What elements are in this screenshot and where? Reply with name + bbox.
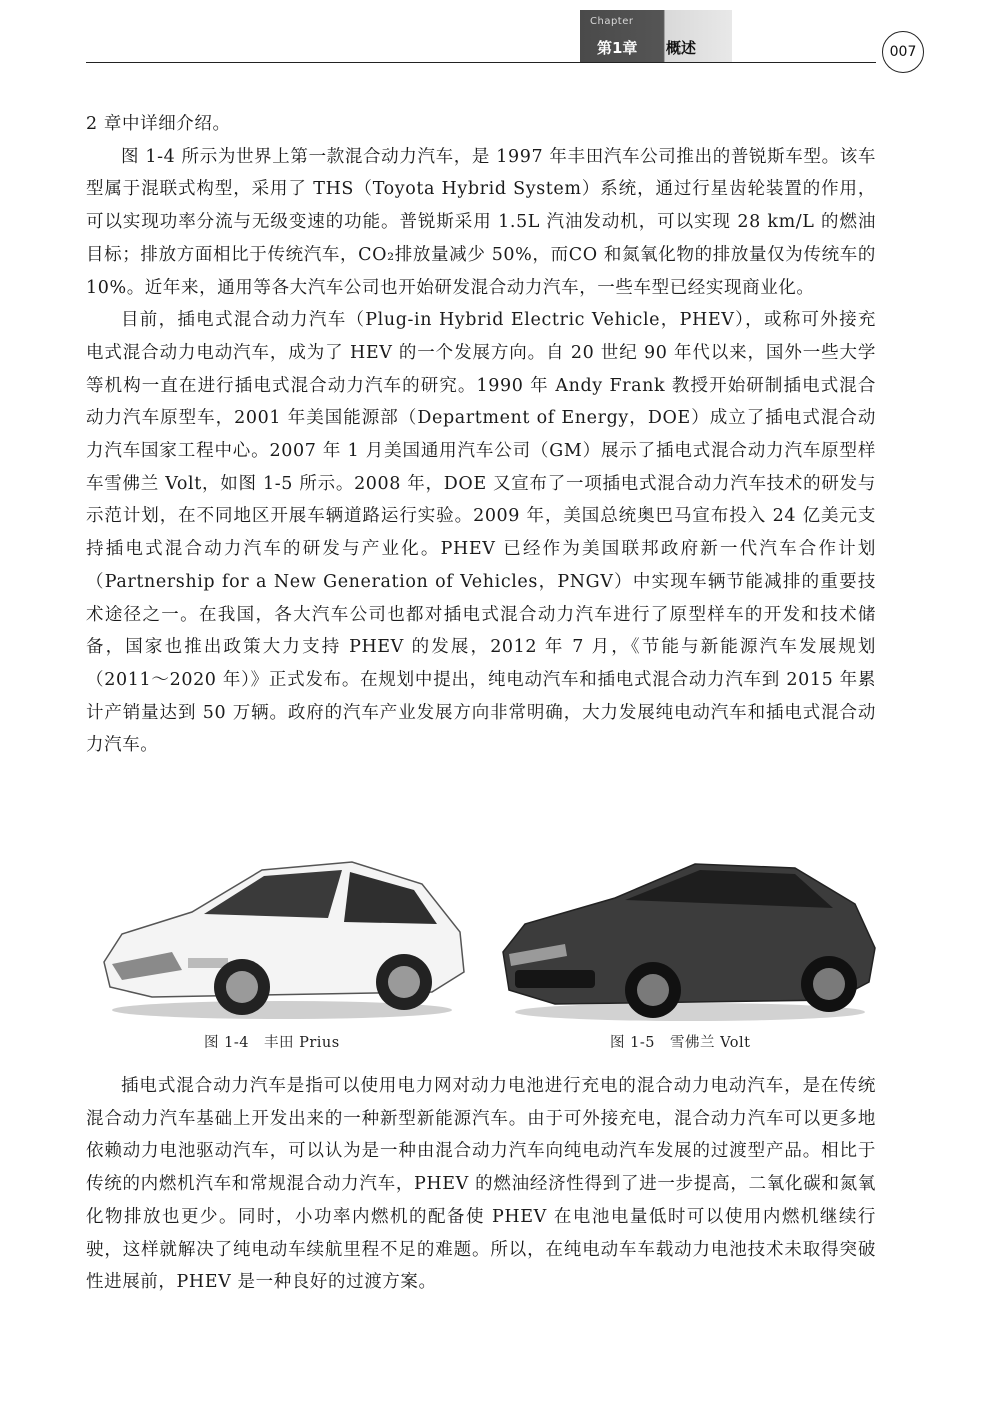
- figure-volt-image: [495, 852, 880, 1024]
- paragraph-phev-definition: 插电式混合动力汽车是指可以使用电力网对动力电池进行充电的混合动力电动汽车，是在传统混合动力汽车基础上开发出来的一种新型新能源汽车。由于可外接充电，混合动力汽车可以更多地依赖动力电池驱动汽车，可以认为是一种由混合动力汽车向纯电动汽车发展的过渡型产品。相比于传统的内燃机汽车和常规混合动力汽车，PHEV 的燃油经济性得到了进一步提高，二氧化碳和氮氧化物排放也更少。同时，小功率内燃机的配备使 PHEV 在电池电量低时可以使用内燃机继续行驶，这样就解决了纯电动车续航里程不足的难题。所以，在纯电动车车载动力电池技术未取得突破性进展前，PHEV 是一种良好的过渡方案。: [86, 1076, 876, 1293]
- volt-car-illustration: [495, 852, 880, 1024]
- paragraph-prius: 图 1-4 所示为世界上第一款混合动力汽车，是 1997 年丰田汽车公司推出的普锐斯车型。该车型属于混联式构型，采用了 THS（Toyota Hybrid System）系统，通过行星齿轮装置的作用，可以实现功率分流与无级变速的功能。普锐斯采用 1.5L 汽油发动机，可以实现 28 km/L 的燃油目标；排放方面相比于传统汽车，CO₂排放量减少 50%，而CO 和氮氧化物的排放量仅为传统车的 10%。近年来，通用等各大汽车公司也开始研发混合动力汽车，一些车型已经实现商业化。: [86, 146, 876, 298]
- figure-1-5-caption: 图 1-5 雪佛兰 Volt: [610, 1035, 751, 1051]
- figure-prius-image: [92, 842, 472, 1022]
- chapter-title: 概述: [666, 39, 697, 57]
- paragraph-phev-history: 目前，插电式混合动力汽车（Plug-in Hybrid Electric Vehicle，PHEV），或称可外接充电式混合动力电动汽车，成为了 HEV 的一个发展方向。自 20 世纪 90 年代以来，国外一些大学等机构一直在进行插电式混合动力汽车的研究。1990 年 Andy Frank 教授开始研制插电式混合动力汽车原型车，2001 年美国能源部（Department of Energy，DOE）成立了插电式混合动力汽车国家工程中心。2007 年 1 月美国通用汽车公司（GM）展示了插电式混合动力汽车原型样车雪佛兰 Volt，如图 1-5 所示。2008 年，DOE 又宣布了一项插电式混合动力汽车技术的研发与示范计划，在不同地区开展车辆道路运行实验。2009 年，美国总统奥巴马宣布投入 24 亿美元支持插电式混合动力汽车的研发与产业化。PHEV 已经作为美国联邦政府新一代汽车合作计划（Partnership for a New Generation of Vehicles，PNGV）中实现车辆节能减排的重要技术途径之一。在我国，各大汽车公司也都对插电式混合动力汽车进行了原型样车的开发和技术储备，国家也推出政策大力支持 PHEV 的发展，2012 年 7 月，《节能与新能源汽车发展规划（2011～2020 年）》正式发布。在规划中提出，纯电动汽车和插电式混合动力汽车到 2015 年累计产销量达到 50 万辆。政府的汽车产业发展方向非常明确，大力发展纯电动汽车和插电式混合动力汽车。: [86, 310, 876, 756]
- prius-car-illustration: [92, 842, 472, 1022]
- body-text-top: [86, 108, 876, 762]
- figure-1-4-caption: 图 1-4 丰田 Prius: [204, 1035, 340, 1051]
- paragraph-continuation: 2 章中详细介绍。: [86, 114, 231, 134]
- chapter-number: 第1章: [597, 39, 638, 57]
- header-rule: [86, 62, 876, 63]
- chapter-label: Chapter: [590, 16, 634, 27]
- page-number: 007: [882, 31, 924, 73]
- body-text-bottom: [86, 1070, 876, 1299]
